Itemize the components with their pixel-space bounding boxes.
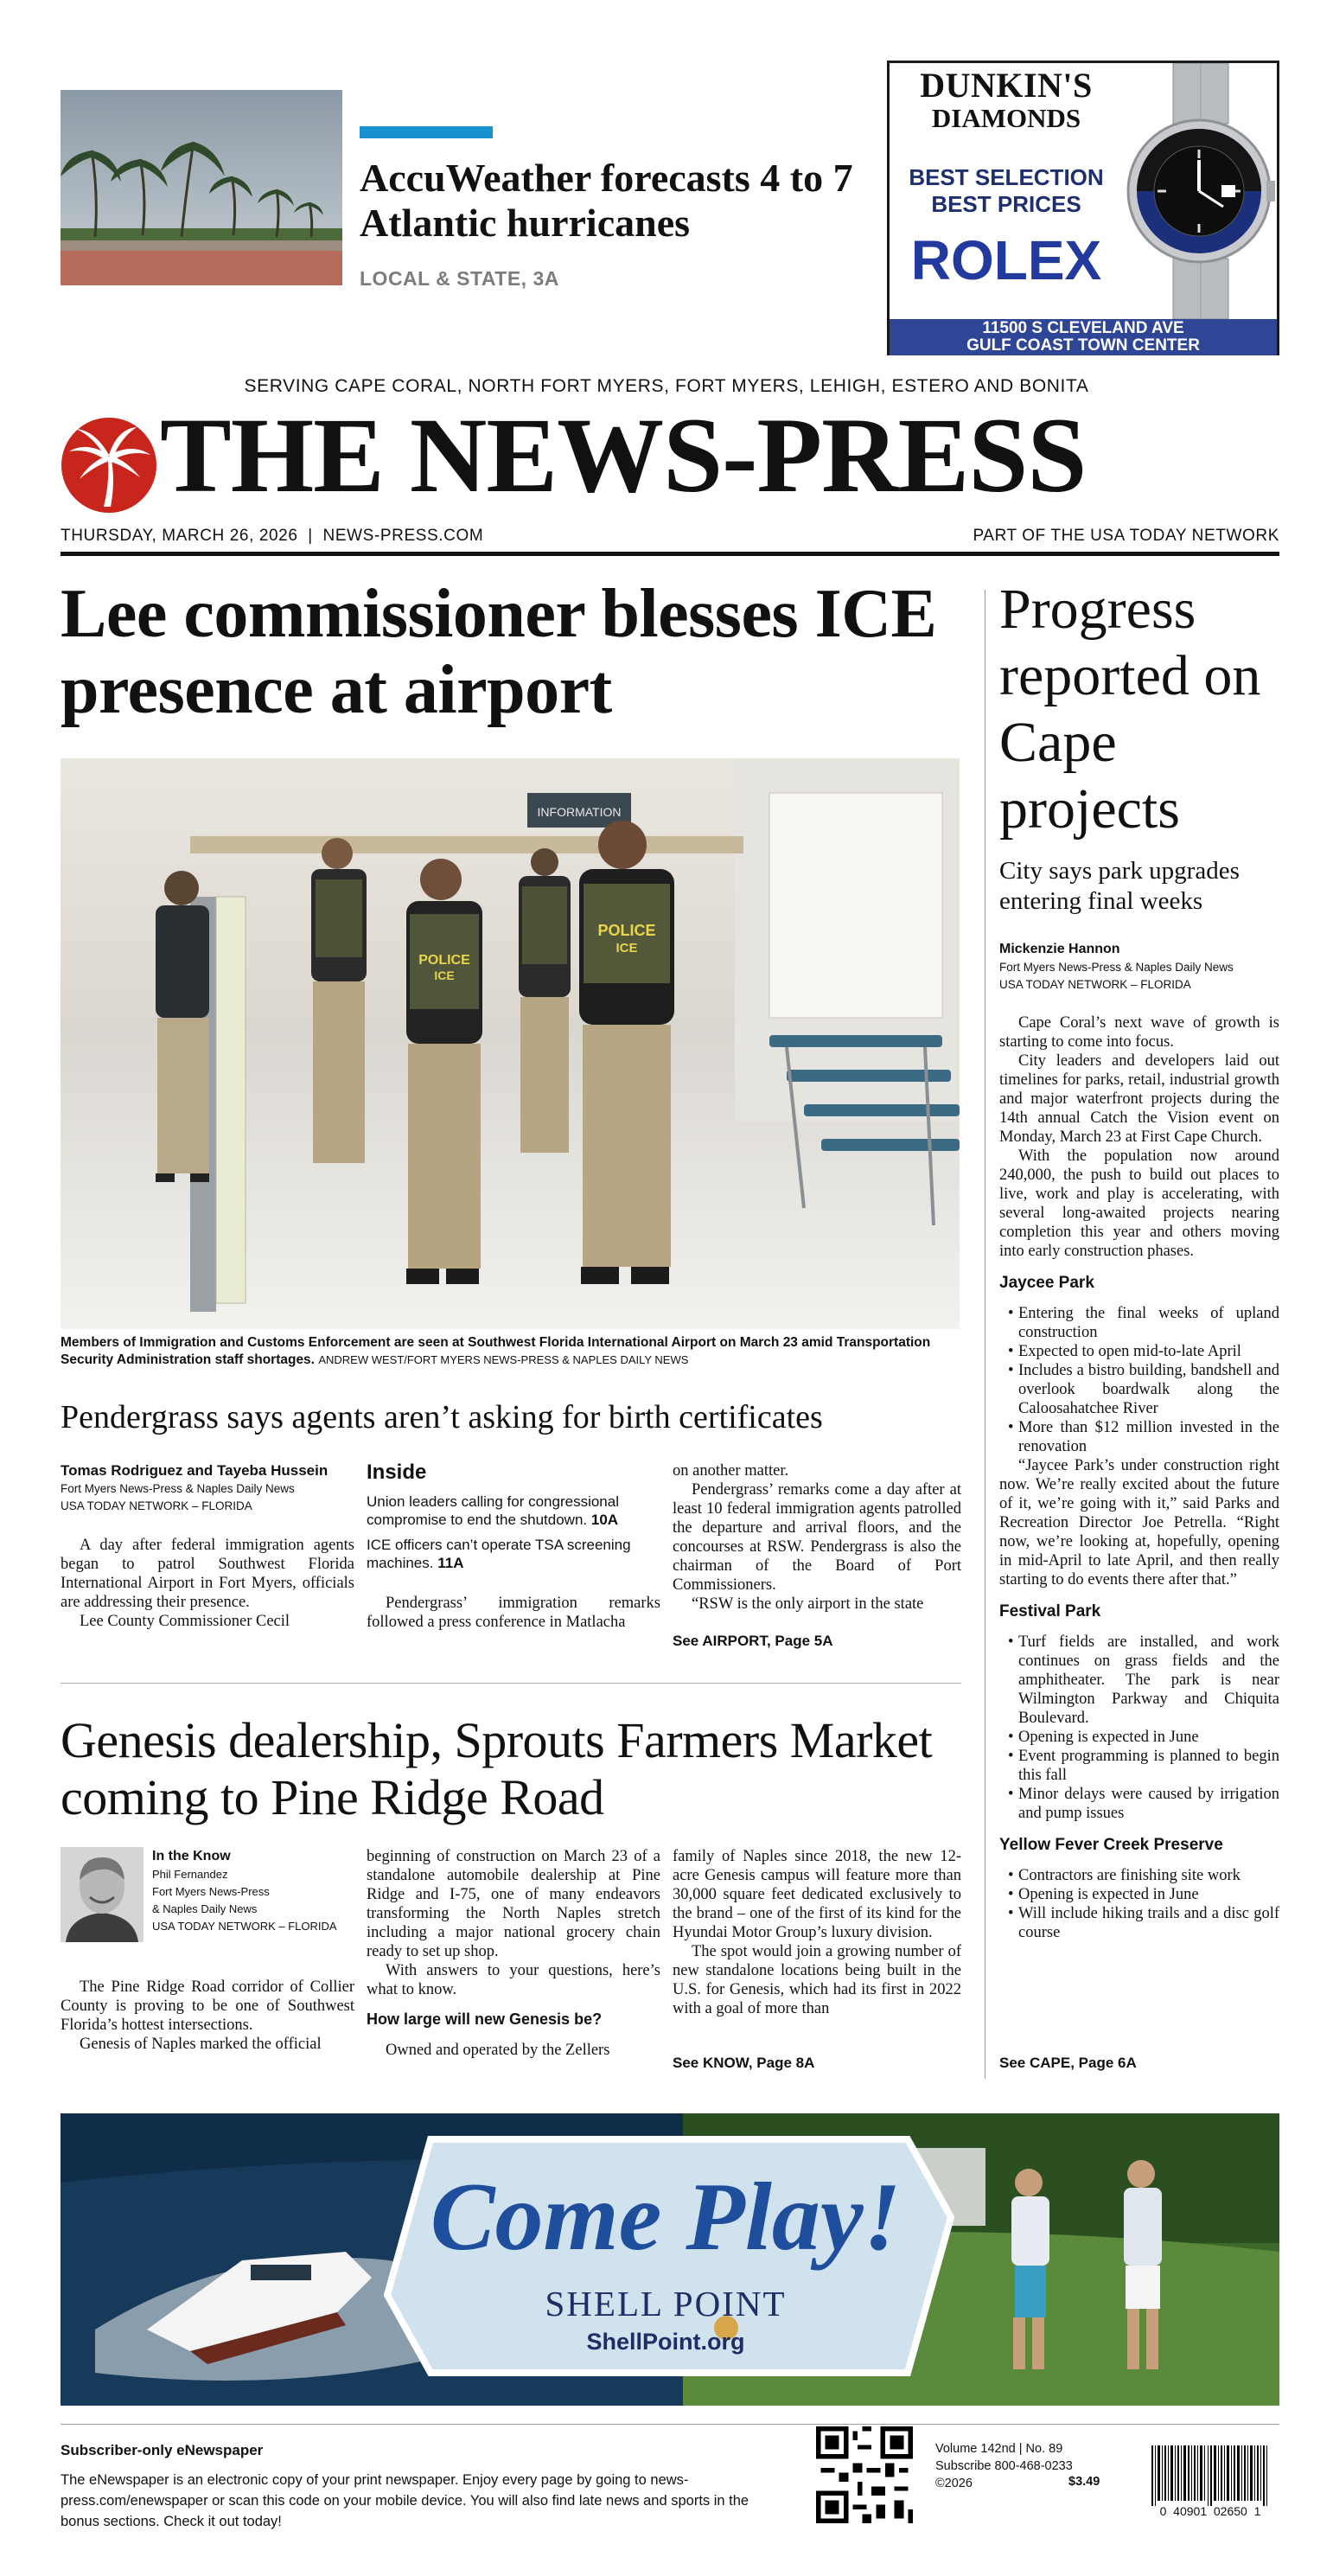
enewspaper-title: Subscriber-only eNewspaper [61, 2442, 264, 2458]
columnist-avatar [61, 1847, 144, 1942]
volume-number: Volume 142nd | No. 89 [935, 2442, 1063, 2456]
byline-outlet: Fort Myers News-Press [152, 1885, 270, 1898]
genesis-story-headline[interactable]: Genesis dealership, Sprouts Farmers Market coming to Pine Ridge Road [61, 1712, 933, 1825]
ad-address: 11500 S CLEVELAND AVE [982, 319, 1184, 337]
enewspaper-text: The eNewspaper is an electronic copy of your print newspaper. Enjoy every page by going to news-press.com/enewspaper or scan this code on your mobile device. You will also find late news and sports in the bonus sections. Check it out today! [61, 2472, 749, 2529]
photo-vest-ice-2: ICE [615, 941, 638, 956]
genesis-story-column-3 [673, 1847, 961, 2018]
photo-information-sign: INFORMATION [537, 805, 622, 819]
ad-watch-image [1123, 63, 1277, 319]
byline-network: USA TODAY NETWORK – FLORIDA [61, 1499, 252, 1512]
masthead-serving-line: SERVING CAPE CORAL, NORTH FORT MYERS, FORT MYERS, LEHIGH, ESTERO AND BONITA [244, 376, 1089, 396]
masthead-dateline: THURSDAY, MARCH 26, 2026 | NEWS-PRESS.COM [61, 527, 484, 545]
rail-story-byline [999, 940, 1279, 994]
paragraph: Owned and operated by the Zellers [386, 2042, 610, 2059]
bullet-item: • Opening is expected in June [999, 1728, 1279, 1747]
inside-box [367, 1460, 660, 1572]
section-divider [61, 1683, 961, 1684]
byline-network: USA TODAY NETWORK – FLORIDA [999, 978, 1191, 991]
masthead-network: PART OF THE USA TODAY NETWORK [973, 527, 1279, 545]
paragraph: The Pine Ridge Road corridor of Collier County is proving to be one of Southwest Florida’s hottest intersections. [61, 1978, 354, 2034]
paragraph: The spot would join a growing number of new standalone locations being built in the U.S. for Genesis, which had its first in 2022 with a goal of more than [673, 1943, 961, 2017]
footer-rule [61, 2424, 1279, 2425]
genesis-story-column-1 [61, 1978, 354, 2054]
byline-author: Phil Fernandez [152, 1868, 228, 1881]
paragraph: With the population now around 240,000, the push to build out places to live, work and play is accelerating, with several long-awaited projects nearing completion this year and others moving into early construction phases. [999, 1147, 1279, 1260]
paragraph: A day after federal immigration agents began to patrol Southwest Florida International Airport in Fort Myers, officials are addressing their presence. [61, 1537, 354, 1611]
bullet-item: • More than $12 million invested in the renovation [999, 1418, 1279, 1456]
ad-tagline-1: BEST SELECTION [909, 164, 1104, 190]
ad-address-bar [890, 319, 1277, 355]
section-subhead: Jaycee Park [999, 1274, 1094, 1292]
jeweler-ad[interactable] [887, 61, 1279, 355]
byline-outlet: Fort Myers News-Press & Naples Daily News [61, 1482, 295, 1495]
rail-story-jump-link[interactable]: See CAPE, Page 6A [999, 2055, 1137, 2071]
bullet-item: • Opening is expected in June [999, 1885, 1279, 1904]
lead-story-photo[interactable] [61, 758, 960, 1329]
copyright: ©2026 [935, 2477, 973, 2490]
bullet-item: • Event programming is planned to begin this fall [999, 1747, 1279, 1785]
paragraph: Pendergrass’ remarks come a day after at least 10 federal immigration agents patrolled the departure and arrival floors, and the concourses at RSW. Pendergrass is also the chairman of the Board of Port Commissioners. [673, 1481, 961, 1594]
byline-outlet: & Naples Daily News [152, 1902, 258, 1915]
paragraph: “Jaycee Park’s under construction right now. We’re really excited about the future of it, we’re going with it,” said Parks and Recreation Director Joe Petrella. “Right now, we’re looking at, hopefully, opening in mid-April to late April, and then really starting to do events there after that.” [999, 1457, 1279, 1588]
byline-authors: Tomas Rodriguez and Tayeba Hussein [61, 1462, 328, 1479]
bullet-item: • Contractors are finishing site work [999, 1866, 1279, 1885]
byline-network: USA TODAY NETWORK – FLORIDA [152, 1920, 337, 1933]
teaser-section-ref[interactable]: LOCAL & STATE, 3A [360, 267, 559, 290]
lead-story-column-1 [61, 1536, 354, 1631]
barcode-digits: 0 40901 02650 1 [1159, 2504, 1261, 2518]
genesis-story-jump-link[interactable]: See KNOW, Page 8A [673, 2055, 815, 2071]
rail-story-headline[interactable]: Progress reported on Cape projects [999, 578, 1261, 841]
cover-price: $3.49 [1068, 2475, 1100, 2489]
lead-story-column-2 [367, 1594, 660, 1632]
paragraph: City leaders and developers laid out timelines for parks, retail, industrial growth and major waterfront projects during the 14th annual Catch the Vision event on Monday, March 23 at First Cape Church. [999, 1052, 1279, 1146]
lead-story-headline[interactable]: Lee commissioner blesses ICE presence at airport [61, 576, 937, 728]
bullet-item: • Turf fields are installed, and work continues on grass fields and the amphitheater. The park is near Wilmington Parkway and Chiquita Boulevard. [999, 1633, 1279, 1728]
ad-brand: SHELL POINT [545, 2284, 787, 2324]
photo-vest-police-1: POLICE [418, 953, 470, 968]
teaser-accent-bar [360, 126, 493, 138]
ad-brand-line1: DUNKIN'S [920, 66, 1093, 105]
byline-author: Mickenzie Hannon [999, 942, 1120, 956]
lead-story-column-3 [673, 1461, 961, 1614]
inside-item[interactable]: ICE officers can’t operate TSA screening machines. 11A [367, 1537, 631, 1571]
bullet-item: • Includes a bistro building, bandshell and overlook boardwalk along the Caloosahatchee River [999, 1361, 1279, 1418]
ad-tagline-2: BEST PRICES [931, 191, 1081, 217]
lead-story-subheadline[interactable]: Pendergrass says agents aren’t asking for birth certificates [61, 1399, 823, 1435]
bullet-item: • Will include hiking trails and a disc golf course [999, 1904, 1279, 1942]
masthead-title[interactable]: THE NEWS-PRESS [160, 396, 1087, 515]
byline-outlet: Fort Myers News-Press & Naples Daily News [999, 961, 1234, 974]
section-subhead: Yellow Fever Creek Preserve [999, 1836, 1223, 1854]
teaser-photo-palms[interactable] [61, 90, 342, 285]
paragraph: With answers to your questions, here’s what to know. [367, 1962, 660, 1998]
photo-credit: ANDREW WEST/FORT MYERS NEWS-PRESS & NAPLES DAILY NEWS [318, 1353, 689, 1366]
genesis-story-column-2 [367, 1847, 660, 2060]
paragraph: Genesis of Naples marked the official [80, 2036, 322, 2053]
lead-story-byline [61, 1461, 354, 1515]
rail-story-deck: City says park upgrades entering final weeks [999, 857, 1240, 915]
paragraph: “RSW is the only airport in the state [692, 1595, 924, 1613]
caption-text: Members of Immigration and Customs Enforcement are seen at Southwest Florida International Airport on March 23 amid Transportation Security Administration staff shortages. [61, 1335, 931, 1367]
barcode-icon [1145, 2445, 1276, 2520]
bullet-item: • Minor delays were caused by irrigation and pump issues [999, 1785, 1279, 1823]
ad-location: GULF COAST TOWN CENTER [966, 336, 1200, 355]
question-subhead: How large will new Genesis be? [367, 2010, 603, 2028]
paragraph: family of Naples since 2018, the new 12-acre Genesis campus will feature more than 30,000 square feet dedicated exclusively to the brand – one of the first of its kind for the Hyundai Motor Group’s luxury division. [673, 1848, 961, 1941]
paragraph: Cape Coral’s next wave of growth is starting to come into focus. [999, 1014, 1279, 1051]
edition-info [935, 2440, 1073, 2492]
subscribe-phone: Subscribe 800-468-0233 [935, 2459, 1073, 2473]
ad-product-name: ROLEX [910, 229, 1102, 291]
ad-url[interactable]: ShellPoint.org [586, 2329, 745, 2355]
paragraph: on another matter. [673, 1462, 789, 1480]
paragraph: Lee County Commissioner Cecil [80, 1613, 290, 1630]
teaser-headline[interactable]: AccuWeather forecasts 4 to 7 Atlantic hurricanes [360, 156, 853, 245]
lead-photo-caption [61, 1334, 968, 1369]
ad-brand-line2: DIAMONDS [931, 103, 1081, 133]
photo-vest-ice-1: ICE [434, 968, 455, 982]
palm-logo-icon[interactable] [61, 417, 157, 514]
qr-code-icon[interactable] [816, 2426, 913, 2523]
inside-title: Inside [367, 1461, 427, 1484]
byline-column: In the Know [152, 1849, 231, 1863]
paragraph: beginning of construction on March 23 of a standalone automobile dealership at Pine Ridge and I-75, one of many endeavors transforming the North Naples stretch including a major national grocery chain ready to set up shop. [367, 1848, 660, 1960]
ad-headline: Come Play! [430, 2164, 902, 2271]
lead-story-jump-link[interactable]: See AIRPORT, Page 5A [673, 1633, 833, 1649]
inside-item[interactable]: Union leaders calling for congressional compromise to end the shutdown. 10A [367, 1493, 619, 1528]
masthead-rule [61, 552, 1279, 556]
photo-vest-police-2: POLICE [597, 922, 656, 939]
bullet-item: • Expected to open mid-to-late April [999, 1342, 1279, 1361]
section-subhead: Festival Park [999, 1602, 1101, 1620]
genesis-story-byline [152, 1847, 351, 1935]
bullet-item: • Entering the final weeks of upland construction [999, 1304, 1279, 1342]
paragraph: Pendergrass’ immigration remarks followed a press conference in Matlacha [367, 1595, 660, 1631]
rail-story-body [999, 1013, 1279, 1942]
